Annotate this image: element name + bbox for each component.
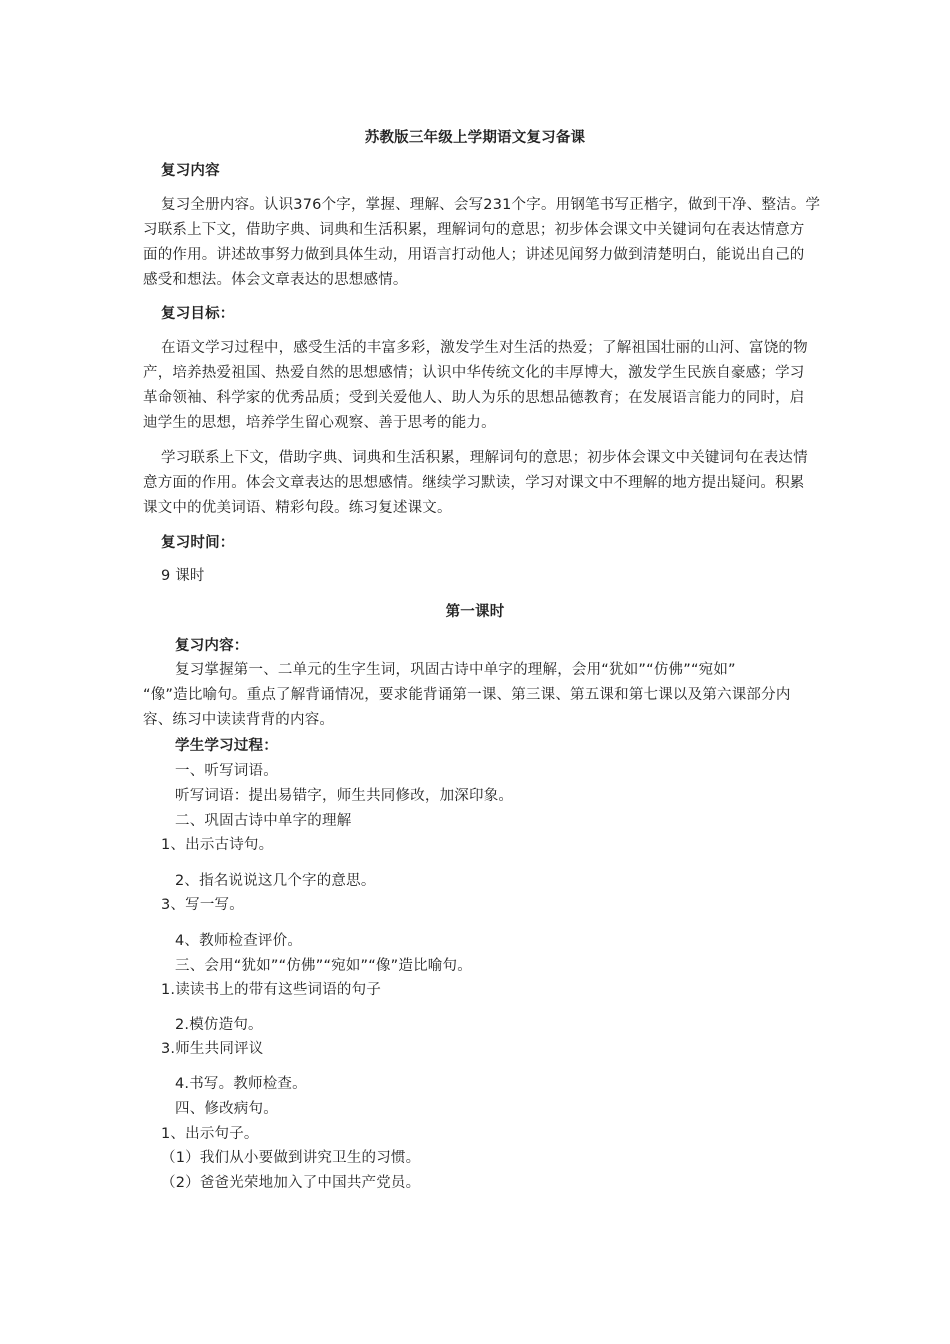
process-item: 1.读读书上的带有这些词语的句子 xyxy=(161,982,382,998)
process-item: 一、听写词语。 xyxy=(175,763,278,779)
heading-review-goal: 复习目标： xyxy=(161,306,235,322)
text-line: 课文中的优美词语、精彩句段。练习复述课文。 xyxy=(143,500,452,516)
lesson-content-line: “像”造比喻句。重点了解背诵情况，要求能背诵第一课、第三课、第五课和第七课以及第六课部分内 xyxy=(143,687,791,703)
heading-lesson-content: 复习内容： xyxy=(175,638,249,654)
process-item: 听写词语：提出易错字，师生共同修改，加深印象。 xyxy=(175,788,514,804)
paragraph-review-content xyxy=(143,193,821,293)
text-line: 感受和想法。体会文章表达的思想感情。 xyxy=(143,272,408,288)
process-item: 4、教师检查评价。 xyxy=(175,933,303,949)
text-line: 习联系上下文，借助字典、词典和生活积累，理解词句的意思；初步体会课文中关键词句在表达情意方 xyxy=(143,222,805,238)
text-line: 产，培养热爱祖国、热爱自然的思想感情；认识中华传统文化的丰厚博大，激发学生民族自豪感；学习 xyxy=(143,365,805,381)
process-item: （1）我们从小要做到讲究卫生的习惯。 xyxy=(161,1150,421,1166)
process-item: 四、修改病句。 xyxy=(175,1101,278,1117)
lesson-heading: 第一课时 xyxy=(445,604,505,620)
text-line: 面的作用。讲述故事努力做到具体生动，用语言打动他人；讲述见闻努力做到清楚明白，能说出自己的 xyxy=(143,247,805,263)
text-line: 复习全册内容。认识376个字，掌握、理解、会写231个字。用钢笔书写正楷字，做到干净、整洁。学 xyxy=(161,197,821,213)
process-item: 1、出示古诗句。 xyxy=(161,837,274,853)
lesson-content-line: 复习掌握第一、二单元的生字生词，巩固古诗中单字的理解，会用“犹如”“仿佛”“宛如” xyxy=(175,662,736,678)
text-line: 学习联系上下文，借助字典、词典和生活积累，理解词句的意思；初步体会课文中关键词句在表达情 xyxy=(161,450,808,466)
document-title: 苏教版三年级上学期语文复习备课 xyxy=(364,130,586,146)
process-item: 二、巩固古诗中单字的理解 xyxy=(175,813,352,829)
process-item: 4.书写。教师检查。 xyxy=(175,1076,307,1092)
lesson-content-line: 容、练习中读读背背的内容。 xyxy=(143,712,335,728)
text-line: 革命领袖、科学家的优秀品质；受到关爱他人、助人为乐的思想品德教育；在发展语言能力的同时，启 xyxy=(143,390,805,406)
paragraph-goal-2 xyxy=(143,446,813,521)
process-item: （2）爸爸光荣地加入了中国共产党员。 xyxy=(161,1175,421,1191)
heading-review-time: 复习时间： xyxy=(161,535,235,551)
paragraph-goal-1 xyxy=(143,336,813,436)
text-line: 意方面的作用。体会文章表达的思想感情。继续学习默读，学习对课文中不理解的地方提出疑问。积累 xyxy=(143,475,805,491)
review-time-value: 9 课时 xyxy=(161,568,205,584)
process-item: 3、写一写。 xyxy=(161,897,244,913)
text-line: 迪学生的思想，培养学生留心观察、善于思考的能力。 xyxy=(143,415,496,431)
process-item: 2、指名说说这几个字的意思。 xyxy=(175,873,376,889)
heading-learning-process: 学生学习过程： xyxy=(175,738,278,754)
process-item: 1、出示句子。 xyxy=(161,1126,259,1142)
heading-review-content: 复习内容 xyxy=(161,163,220,179)
text-line: 在语文学习过程中，感受生活的丰富多彩，激发学生对生活的热爱；了解祖国壮丽的山河、富饶的物 xyxy=(161,340,808,356)
process-item: 3.师生共同评议 xyxy=(161,1041,264,1057)
process-item: 2.模仿造句。 xyxy=(175,1017,263,1033)
process-item: 三、会用“犹如”“仿佛”“宛如”“像”造比喻句。 xyxy=(175,958,472,974)
